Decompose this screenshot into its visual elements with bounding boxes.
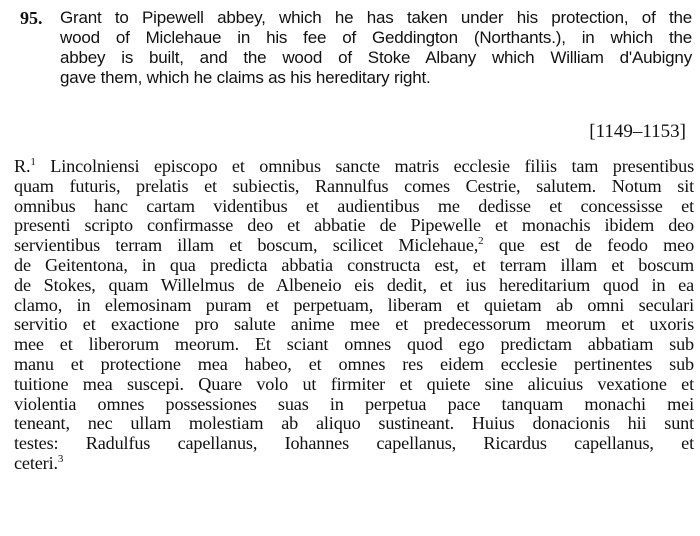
charter-line: manu et protectione mea habeo, et omnes res eidem ecclesie pertinentes sub [14,353,694,374]
charter-line: quam futuris, prelatis et subiectis, Rannulfus comes Cestrie, salutem. Notum sit [14,175,694,196]
charter-line: tuitione mea suscepi. Quare volo ut firmiter et quiete sine alicuius vexatione et [14,373,694,394]
charter-line: clamo, in elemosinam puram et perpetuam, liberam et quietam ab omni seculari [14,294,694,315]
charter-line-text: que est de feodo meo [483,235,695,256]
summary-line: abbey is built, and the wood of Stoke Albany which William d'Aubigny [60,48,692,67]
charter-line: presenti scripto confirmasse deo et abbatie de Pipewelle et monachis ibidem deo [14,215,694,236]
charter-line: de Geitentona, in qua predicta abbatia constructa est, et terram illam et boscum [14,254,694,275]
charter-line-text: Lincolniensi episcopo et omnibus sancte matris ecclesie filiis tam presentibus [35,156,694,176]
charter-line-text: ceteri. [14,452,58,473]
charter-line: omnibus hanc cartam videntibus et audientibus me dedisse et concessisse et [14,195,694,216]
charter-line [14,157,694,177]
entry-number: 95. [20,8,43,28]
footnote-marker: 1 [30,155,36,168]
charter-line-text: servientibus terram illam et boscum, scilicet Miclehaue, [14,235,479,256]
charter-line: teneant, nec ullam molestiam ab aliquo sustineant. Huius donacionis hii sunt [14,413,694,434]
charter-opening: R. [14,156,31,176]
charter-line [14,454,694,474]
charter-line: testes: Radulfus capellanus, Iohannes capellanus, Ricardus capellanus, et [14,433,694,454]
footnote-marker: 2 [478,235,484,248]
charter-line: servitio et exactione pro salute anime mee et predecessorum meorum et uxoris [14,314,694,335]
charter-text [14,157,694,474]
footnote-marker: 3 [57,452,64,465]
summary-line: Grant to Pipewell abbey, which he has taken under his protection, of the [60,8,692,27]
charter-line: de Stokes, quam Willelmus de Albeneio eis dedit, et ius hereditarium quod in ea [14,274,694,295]
entry-summary [60,8,692,88]
summary-line: gave them, which he claims as his hereditary right. [60,68,431,87]
summary-line: wood of Miclehaue in his fee of Geddington (Northants.), in which the [60,28,692,47]
charter-line: violentia omnes possessiones suas in perpetua pace tanquam monachi mei [14,393,694,414]
date-range: [1149–1153] [589,121,686,142]
charter-line [14,236,694,256]
charter-line: mee et liberorum meorum. Et sciant omnes quod ego predictam abbatiam sub [14,334,694,355]
